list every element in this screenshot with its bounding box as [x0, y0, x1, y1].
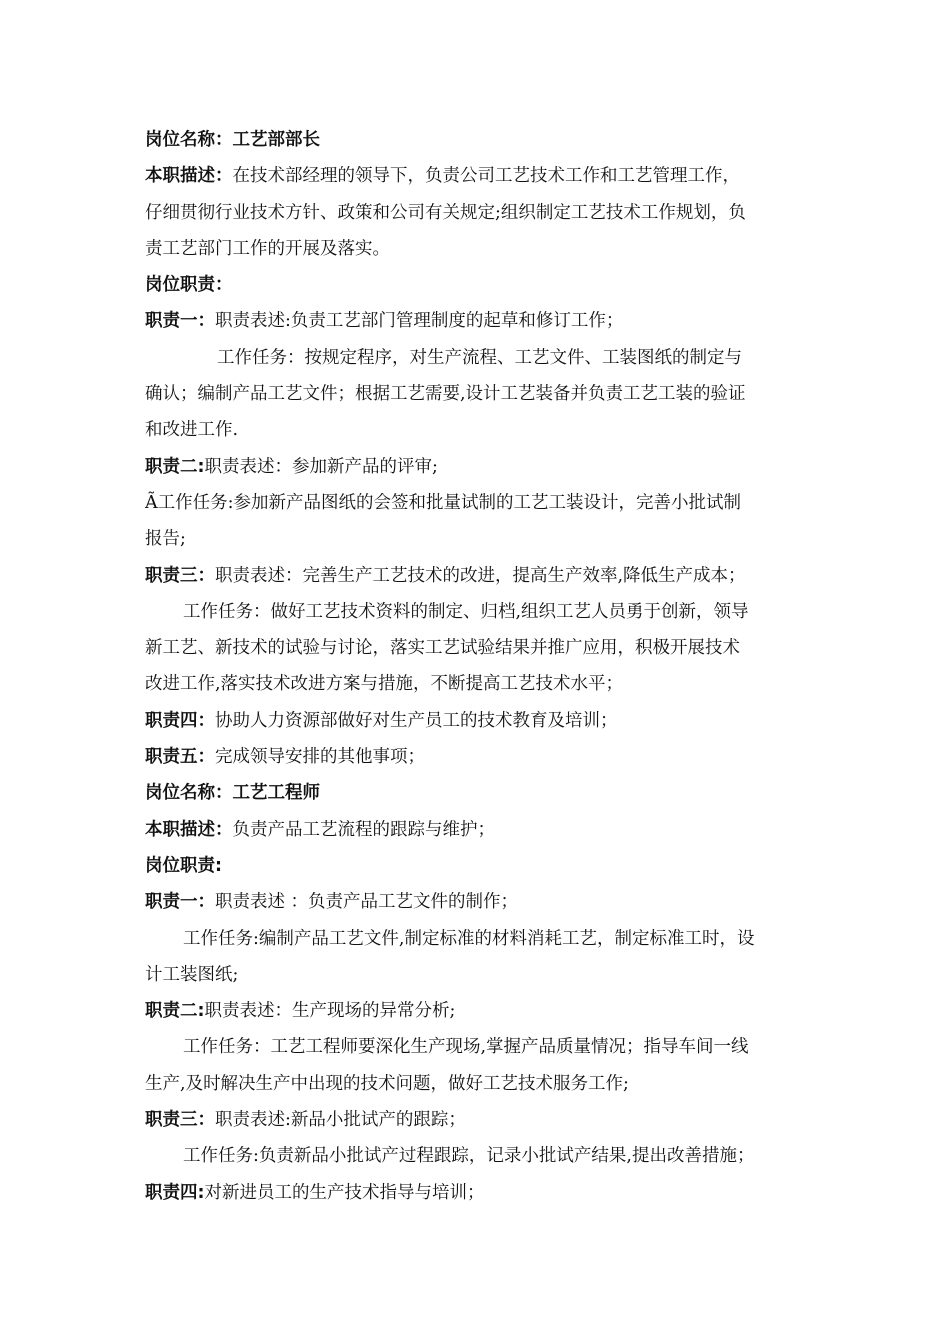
duty-line: [145, 993, 810, 1029]
duty-text: 完成领导安排的其他事项；: [215, 747, 425, 768]
position-title-line: [145, 122, 810, 158]
duty-label: 职责二:: [145, 1001, 205, 1022]
duty-text: 职责表述：生产现场的异常分析;: [204, 1001, 456, 1022]
task-line: 和改进工作.: [145, 420, 239, 441]
job-description-text: 负责产品工艺流程的跟踪与维护；: [232, 819, 495, 840]
duty-text: 对新进员工的生产技术指导与培训；: [204, 1182, 485, 1203]
job-description-continuation: 责工艺部门工作的开展及落实。: [145, 238, 390, 259]
duty-label: 职责一：: [145, 892, 215, 913]
duty-text: 协助人力资源部做好对生产员工的技术教育及培训；: [215, 710, 618, 731]
position-title-label: 岗位名称：: [145, 783, 233, 804]
task-line: 工作任务:编制产品工艺文件,制定标准的材料消耗工艺，制定标准工时，设: [183, 928, 755, 949]
document-body: [145, 122, 810, 1211]
duties-heading: [145, 848, 810, 884]
duty-line: [145, 884, 810, 920]
duty-label: 职责一：: [145, 311, 215, 332]
position-title-line: [145, 775, 810, 811]
duty-line: [145, 558, 810, 594]
duties-label: 岗位职责：: [145, 275, 233, 296]
duty-label: 职责三：: [145, 1110, 215, 1131]
job-description-continuation: 仔细贯彻行业技术方针、政策和公司有关规定;组织制定工艺技术工作规划，负: [145, 202, 746, 223]
duty-line: [145, 1175, 810, 1211]
task-line: Ã工作任务:参加新产品图纸的会签和批量试制的工艺工装设计，完善小批试制: [145, 492, 742, 513]
duty-text: 职责表述:新品小批试产的跟踪；: [215, 1110, 466, 1131]
duties-heading: [145, 267, 810, 303]
task-line: 生产,及时解决生产中出现的技术问题，做好工艺技术服务工作;: [145, 1073, 629, 1094]
task-line: 确认；编制产品工艺文件；根据工艺需要,设计工艺装备并负责工艺工装的验证: [145, 384, 746, 405]
duty-line: [145, 739, 810, 775]
task-line: 工作任务：工艺工程师要深化生产现场,掌握产品质量情况；指导车间一线: [183, 1037, 749, 1058]
task-line: 工作任务:负责新品小批试产过程跟踪，记录小批试产结果,提出改善措施；: [183, 1146, 755, 1167]
task-line: 新工艺、新技术的试验与讨论，落实工艺试验结果并推广应用，积极开展技术: [145, 638, 740, 659]
duty-line: [145, 1102, 810, 1138]
job-description-line: [145, 158, 810, 194]
duty-label: 职责四:: [145, 1182, 205, 1203]
job-description-label: 本职描述：: [145, 166, 233, 187]
duty-line: [145, 303, 810, 339]
job-description-line: [145, 812, 810, 848]
job-description-text: 在技术部经理的领导下，负责公司工艺技术工作和工艺管理工作，: [232, 166, 740, 187]
position-title-value: 工艺部部长: [232, 130, 320, 150]
position-title-value: 工艺工程师: [232, 783, 320, 804]
task-line: 工作任务：按规定程序，对生产流程、工艺文件、工装图纸的制定与: [217, 347, 742, 368]
duties-label: 岗位职责:: [145, 855, 222, 876]
duty-label: 职责四：: [145, 710, 215, 731]
duty-text: 职责表述：参加新产品的评审;: [204, 456, 438, 477]
duty-label: 职责三：: [145, 565, 215, 586]
task-line: 工作任务：做好工艺技术资料的制定、归档,组织工艺人员勇于创新，领导: [183, 601, 749, 622]
duty-text: 职责表述 ：负责产品工艺文件的制作；: [215, 892, 519, 913]
duty-text: 职责表述:负责工艺部门管理制度的起草和修订工作；: [215, 311, 624, 332]
duty-label: 职责二:: [145, 456, 205, 477]
task-line: 计工装图纸;: [145, 964, 239, 985]
duty-label: 职责五：: [145, 747, 215, 768]
task-line: 改进工作,落实技术改进方案与措施，不断提高工艺技术水平；: [145, 674, 624, 695]
task-line: 报告;: [145, 529, 186, 550]
duty-line: [145, 449, 810, 485]
job-description-label: 本职描述：: [145, 819, 233, 840]
duty-line: [145, 703, 810, 739]
position-title-label: 岗位名称：: [145, 130, 233, 150]
duty-text: 职责表述：完善生产工艺技术的改进，提高生产效率,降低生产成本；: [215, 565, 746, 586]
